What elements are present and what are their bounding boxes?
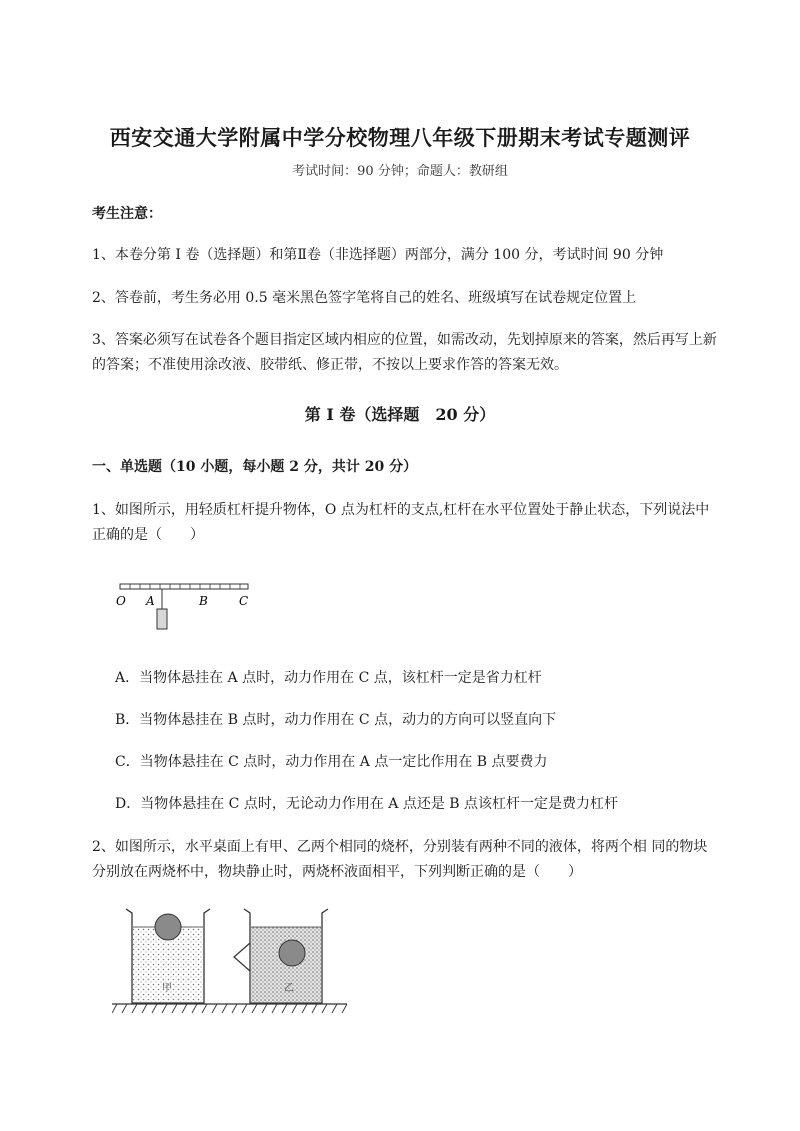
q1-option-b: B．当物体悬挂在 B 点时，动力作用在 C 点，动力的方向可以竖直向下 — [115, 712, 557, 728]
label-c: C — [239, 594, 249, 608]
notice-heading: 考生注意： — [92, 206, 162, 222]
section-title: 第 I 卷（选择题 20 分） — [304, 405, 496, 424]
page-title: 西安交通大学附属中学分校物理八年级下册期末考试专题测评 — [109, 125, 691, 150]
notice-item-3: 3、答案必须写在试卷各个题目指定区域内相应的位置，如需改动，先划掉原来的答案，然后再写上新 — [92, 332, 717, 348]
notice-item-2: 2、答卷前，考生务必用 0.5 毫米黑色签字笔将自己的姓名、班级填写在试卷规定位置上 — [92, 290, 637, 306]
beaker-label-yi: 乙 — [284, 983, 294, 994]
q1-option-a: A．当物体悬挂在 A 点时，动力作用在 C 点，该杠杆一定是省力杠杆 — [115, 670, 542, 686]
q1-option-c: C．当物体悬挂在 C 点时，动力作用在 A 点一定比作用在 B 点要费力 — [115, 754, 548, 770]
label-b: B — [199, 594, 208, 608]
q1-stem: 1、如图所示，用轻质杠杆提升物体，O 点为杠杆的支点,杠杆在水平位置处于静止状态，下列说法中 — [92, 502, 710, 518]
q1-option-d: D．当物体悬挂在 C 点时，无论动力作用在 A 点还是 B 点该杠杆一定是费力杠杆 — [115, 796, 619, 812]
beakers-figure — [112, 903, 362, 1023]
q2-stem-cont: 分别放在两烧杯中，物块静止时，两烧杯液面相平，下列判断正确的是（ ） — [92, 864, 582, 880]
beaker-label-jia: 甲 — [162, 983, 172, 994]
q2-stem: 2、如图所示，水平桌面上有甲、乙两个相同的烧杯，分别装有两种不同的液体，将两个相 同的物块 — [92, 839, 708, 855]
label-o: O — [116, 594, 126, 608]
notice-item-1: 1、本卷分第 I 卷（选择题）和第Ⅱ卷（非选择题）两部分，满分 100 分，考试时间 90 分钟 — [92, 247, 664, 263]
exam-info: 考试时间：90 分钟；命题人：教研组 — [292, 164, 508, 179]
lever-figure — [110, 575, 260, 635]
part-heading: 一、单选题（10 小题，每小题 2 分，共计 20 分） — [92, 459, 418, 475]
notice-item-3-cont: 的答案；不准使用涂改液、胶带纸、修正带，不按以上要求作答的答案无效。 — [92, 357, 568, 373]
label-a: A — [146, 594, 155, 608]
q1-stem-cont: 正确的是（ ） — [92, 527, 204, 543]
